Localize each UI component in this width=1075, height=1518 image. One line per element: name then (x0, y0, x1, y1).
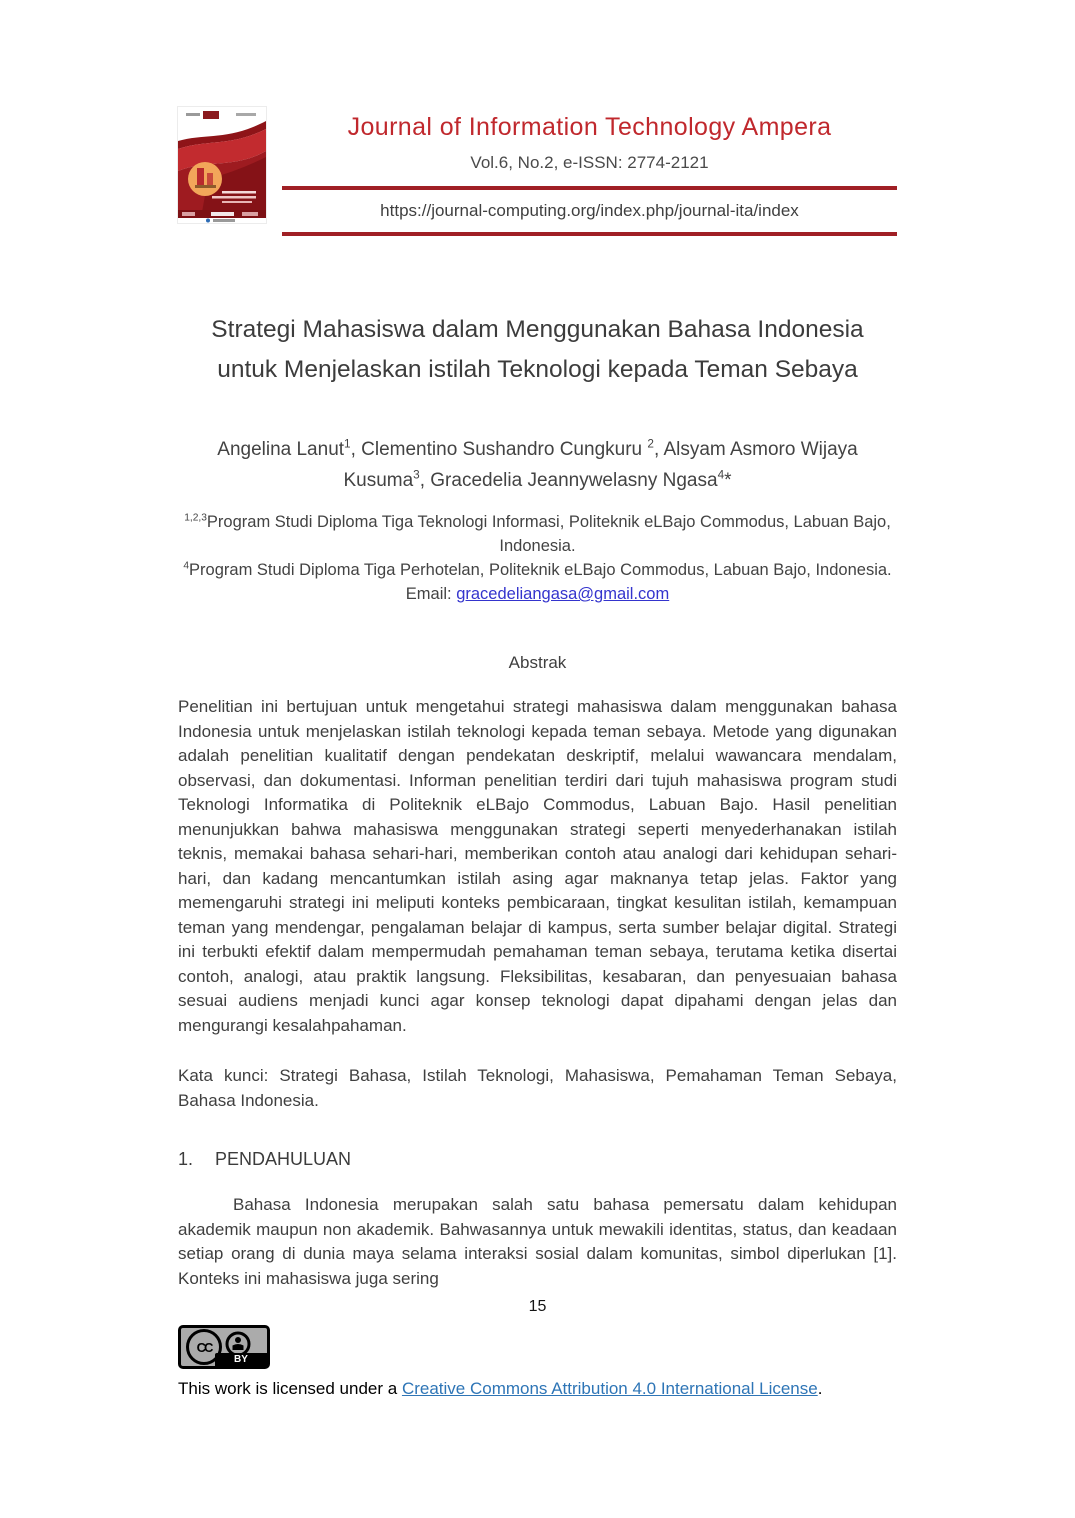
section-heading-pendahuluan (178, 1149, 897, 1170)
journal-cover-icon (178, 107, 266, 223)
article-title: Strategi Mahasiswa dalam Menggunakan Bahasa Indonesia untuk Menjelaskan istilah Teknologi kepada Teman Sebaya (211, 316, 864, 383)
affiliation-1: $^{1,2,3}$Program Studi Diploma Tiga Teknologi Informasi, Politeknik eLBajo Commodus, Labuan Bajo, Indonesia. (184, 512, 891, 555)
cc-icon: CC (186, 1329, 222, 1365)
journal-url: https://journal-computing.org/index.php/journal-ita/index (380, 201, 799, 220)
license-link[interactable]: Creative Commons Attribution 4.0 International License (401, 1379, 818, 1398)
section-paragraph: Bahasa Indonesia merupakan salah satu bahasa pemersatu dalam kehidupan akademik maupun non akademik. Bahwasannya untuk mewakili identitas, status, dan keadaan setiap orang di dunia maya selama interaksi sosial dalam komunitas, simbol diperlukan [1]. Konteks ini mahasiswa juga sering (178, 1195, 897, 1288)
journal-issue-line: Vol.6, No.2, e-ISSN: 2774-2121 (470, 153, 709, 172)
by-label: BY (215, 1353, 267, 1366)
header-divider-bottom (282, 232, 897, 236)
abstract-heading: Abstrak (508, 653, 567, 672)
journal-title: Journal of Information Technology Ampera (347, 113, 832, 141)
author-line: Angelina Lanut$^1$, Clementino Sushandro Cungkuru $^2$, Alsyam Asmoro Wijaya Kusuma$^3$, Gracedelia Jeannywelasny Ngasa$^4$* (217, 437, 858, 491)
cc-by-badge[interactable] (178, 1325, 270, 1369)
license-prefix: This work is licensed under a (178, 1379, 402, 1398)
affiliations-block (178, 510, 897, 606)
journal-cover-logo (178, 107, 266, 223)
keywords-line: Kata kunci: Strategi Bahasa, Istilah Teknologi, Mahasiswa, Pemahaman Teman Sebaya, Bahasa Indonesia. (178, 1066, 897, 1110)
email-link[interactable]: gracedeliangasa@gmail.com (456, 585, 670, 603)
email-label: Email: (405, 585, 457, 603)
page-number: 15 (528, 1298, 547, 1315)
abstract-body: Penelitian ini bertujuan untuk mengetahui strategi mahasiswa dalam menggunakan bahasa Indonesia untuk menjelaskan istilah teknologi kepada teman sebaya. Metode yang digunakan adalah penelitian kualitatif dengan pendekatan deskriptif, melalui wawancara mendalam, observasi, dan dokumentasi. Informan penelitian terdiri dari tujuh mahasiswa program studi Teknologi Informatika di Politeknik eLBajo Commodus, Labuan Bajo. Hasil penelitian menunjukkan bahwa mahasiswa menggunakan strategi seperti menyederhanakan istilah teknis, memakai bahasa sehari-hari, memberikan contoh atau analogi dari kehidupan sehari-hari, dan kadang mencantumkan istilah asing agar maknanya tetap jelas. Faktor yang memengaruhi strategi ini meliputi konteks pembicaraan, tingkat kesulitan istilah, kemampuan teman yang mendengar, pengalaman belajar di kampus, serta sumber belajar digital. Strategi ini terbukti efektif dalam mempermudah pemahaman teman sebaya, terutama ketika disertai contoh, analogi, atau praktik langsung. Fleksibilitas, kesabaran, dan penyesuaian bahasa sesuai audiens menjadi kunci agar konsep teknologi dapat dipahami dengan jelas dan mengurangi kesalahpahaman. (178, 697, 897, 1035)
license-line (178, 1379, 897, 1399)
journal-header (178, 105, 897, 236)
affiliation-2: $^4$Program Studi Diploma Tiga Perhotelan, Politeknik eLBajo Commodus, Labuan Bajo, Indonesia. (183, 560, 892, 579)
email-line (178, 582, 897, 606)
section-title: PENDAHULUAN (215, 1149, 352, 1169)
section-number: 1. (178, 1149, 194, 1169)
license-suffix: . (817, 1379, 823, 1398)
